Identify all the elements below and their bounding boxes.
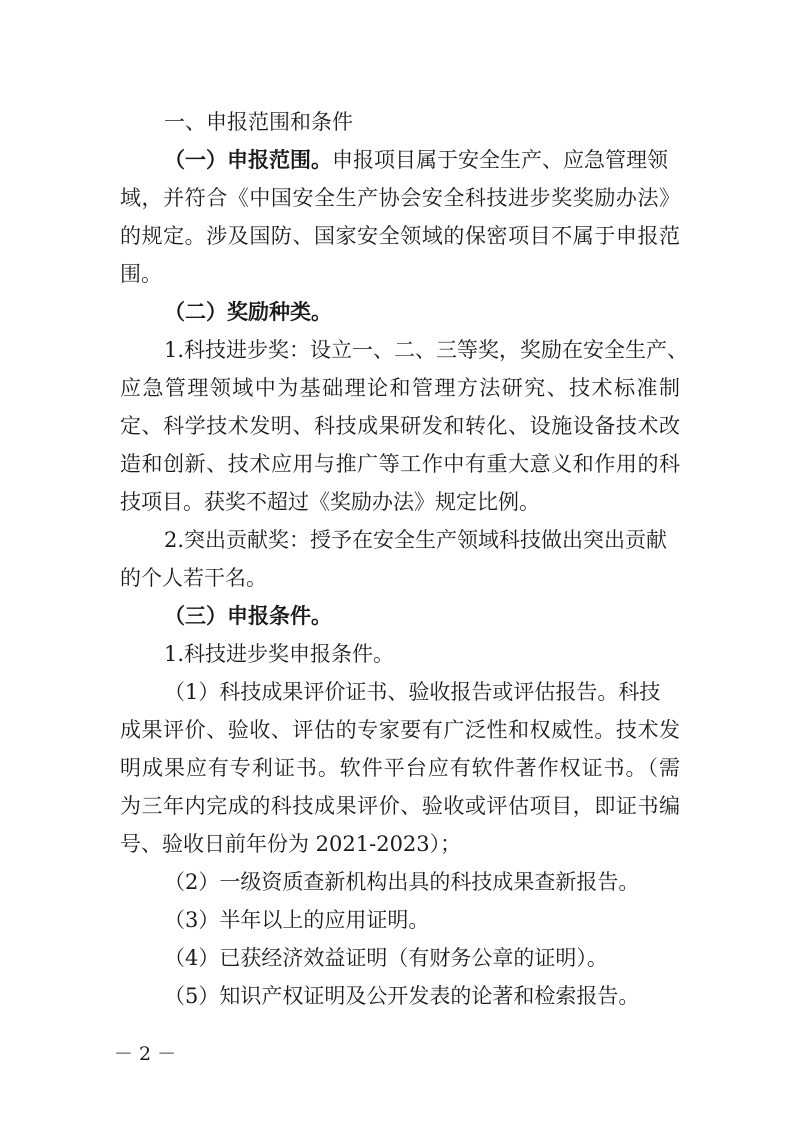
paragraph-line <box>0 411 800 441</box>
subsection-2-heading-line <box>0 297 800 327</box>
paragraph-line <box>0 715 800 745</box>
paragraph-line <box>0 335 800 365</box>
paragraph-line <box>0 259 800 289</box>
paragraph-line-text: 号、验收日前年份为 2021-2023）； <box>120 832 462 856</box>
subsection-1-heading: （一）申报范围。 <box>164 147 332 172</box>
paragraph-line-text: 为三年内完成的科技成果评价、验收或评估项目，即证书编 <box>120 794 680 818</box>
paragraph-line-text: （1）科技成果评价证书、验收报告或评估报告。科技 <box>164 680 661 704</box>
section-heading <box>0 107 800 137</box>
subsection-2-heading: （二）奖励种类。 <box>164 299 332 324</box>
paragraph-line <box>0 221 800 251</box>
paragraph-line <box>0 639 800 669</box>
paragraph-line-text: 应急管理领域中为基础理论和管理方法研究、技术标准制 <box>120 376 680 400</box>
subsection-1-first-line <box>0 145 800 175</box>
paragraph-line <box>0 829 800 859</box>
paragraph-line <box>0 373 800 403</box>
paragraph-line-text: 成果评价、验收、评估的专家要有广泛性和权威性。技术发 <box>120 718 680 742</box>
list-item-text: （4）已获经济效益证明（有财务公章的证明）。 <box>164 946 608 970</box>
list-item-3 <box>0 905 800 935</box>
paragraph-line <box>0 183 800 213</box>
list-item-text: （3）半年以上的应用证明。 <box>164 908 430 932</box>
paragraph-line <box>0 487 800 517</box>
paragraph-line-text: 围。 <box>120 262 162 286</box>
paragraph-line <box>0 753 800 783</box>
list-item-2 <box>0 867 800 897</box>
list-item-5 <box>0 981 800 1011</box>
paragraph-line-text: 域，并符合《中国安全生产协会安全科技进步奖奖励办法》 <box>120 186 680 210</box>
paragraph-line-text: 1.科技进步奖：设立一、二、三等奖，奖励在安全生产、 <box>164 338 689 362</box>
paragraph-line-text: 2.突出贡献奖：授予在安全生产领域科技做出突出贡献 <box>164 528 668 552</box>
list-item-text: （2）一级资质查新机构出具的科技成果查新报告。 <box>164 870 640 894</box>
paragraph-line <box>0 449 800 479</box>
paragraph-line <box>0 525 800 555</box>
subsection-1-text: 申报项目属于安全生产、应急管理领 <box>332 148 668 172</box>
paragraph-line-text: 明成果应有专利证书。软件平台应有软件著作权证书。（需 <box>120 756 680 780</box>
paragraph-line <box>0 563 800 593</box>
paragraph-line-text: 1.科技进步奖申报条件。 <box>164 642 395 666</box>
paragraph-line-text: 造和创新、技术应用与推广等工作中有重大意义和作用的科 <box>120 452 680 476</box>
paragraph-line-text: 定、科学技术发明、科技成果研发和转化、设施设备技术改 <box>120 414 680 438</box>
paragraph-line <box>0 791 800 821</box>
list-item-1-line <box>0 677 800 707</box>
paragraph-line-text: 技项目。获奖不超过《奖励办法》规定比例。 <box>120 490 540 514</box>
list-item-4 <box>0 943 800 973</box>
paragraph-line-text: 的个人若干名。 <box>120 566 267 590</box>
paragraph-line-text: 的规定。涉及国防、国家安全领域的保密项目不属于申报范 <box>120 224 680 248</box>
list-item-text: （5）知识产权证明及公开发表的论著和检索报告。 <box>164 984 640 1008</box>
subsection-3-heading: （三）申报条件。 <box>164 603 332 628</box>
section-heading-text: 一、申报范围和条件 <box>164 110 353 134</box>
subsection-3-heading-line <box>0 601 800 631</box>
page-number: － 2 － <box>114 1043 177 1065</box>
